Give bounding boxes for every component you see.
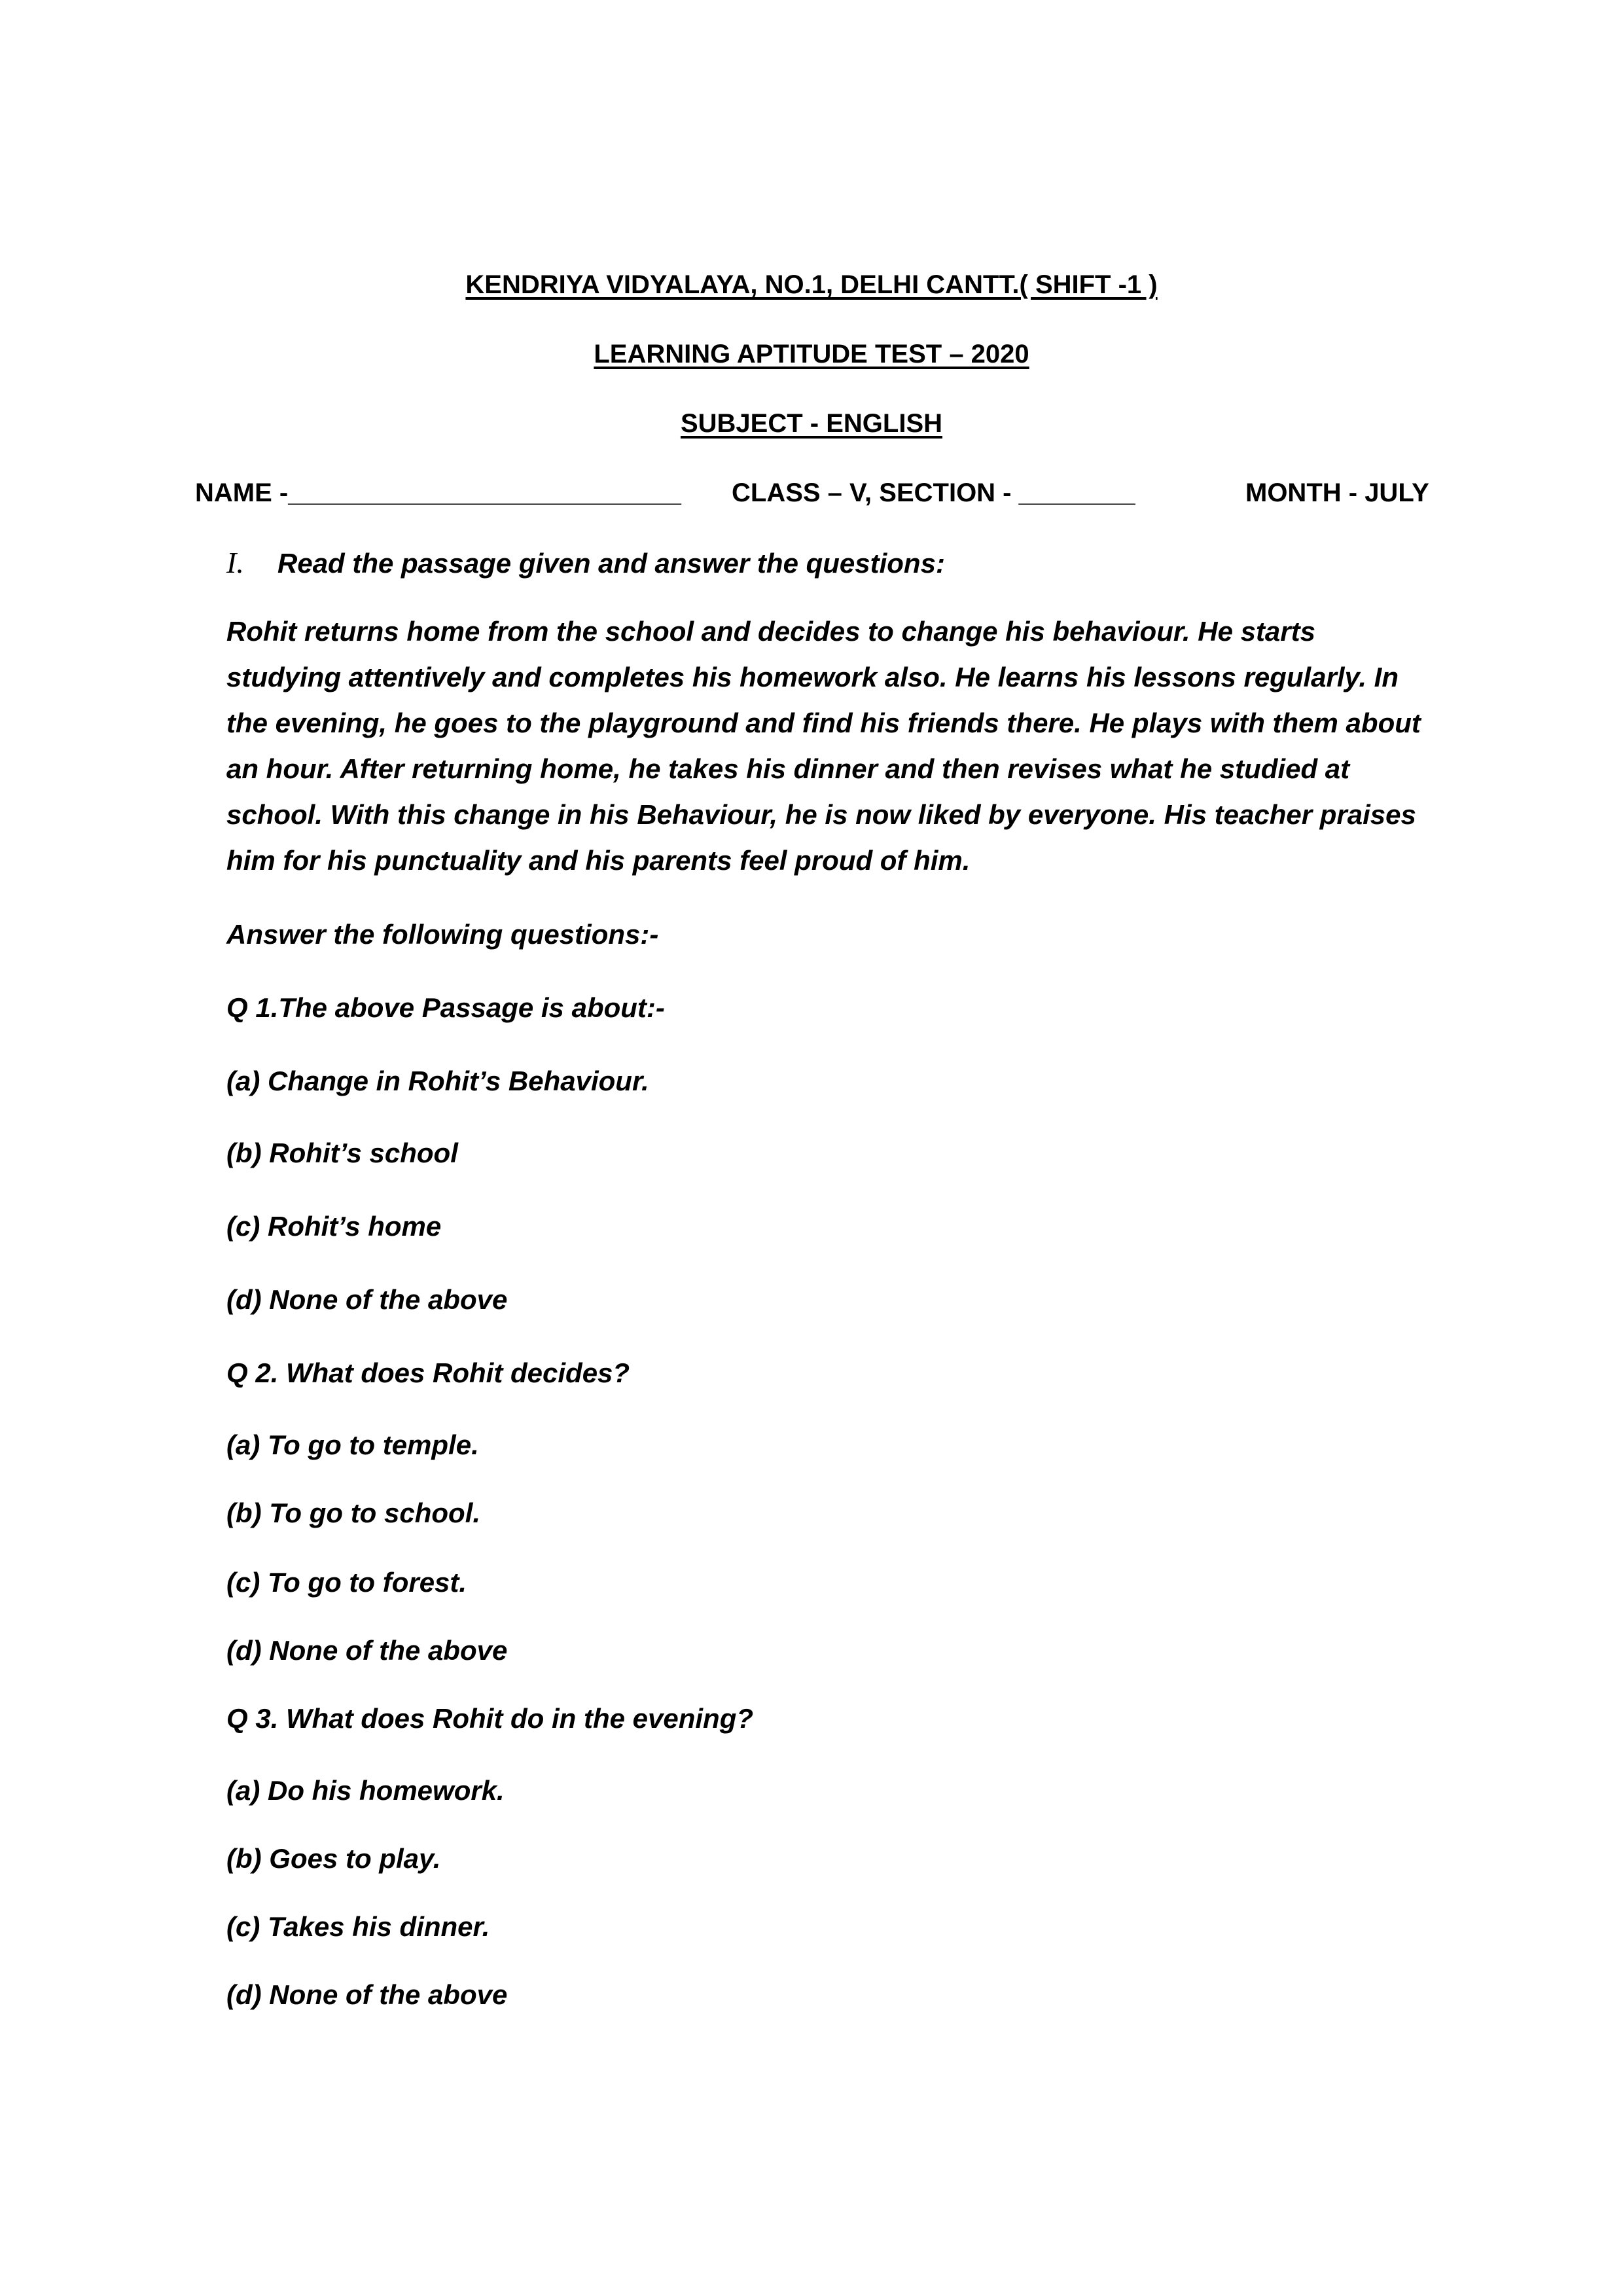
question-2-option-b: (b) To go to school. <box>226 1498 481 1528</box>
question-3-option-b: (b) Goes to play. <box>226 1843 441 1874</box>
question-1-option-a: (a) Change in Rohit’s Behaviour. <box>226 1066 649 1096</box>
question-3-option-a: (a) Do his homework. <box>226 1775 505 1806</box>
question-2: Q 2. What does Rohit decides? <box>226 1357 630 1388</box>
question-3: Q 3. What does Rohit do in the evening? <box>226 1703 754 1734</box>
name-field: NAME -___________________________ <box>195 478 681 507</box>
question-2-option-d: (d) None of the above <box>226 1635 508 1666</box>
test-title-text: LEARNING APTITUDE TEST – 2020 <box>594 340 1029 368</box>
question-1-option-c: (c) Rohit’s home <box>226 1211 442 1242</box>
question-3-option-d: (d) None of the above <box>226 1979 508 2010</box>
section-instruction: Read the passage given and answer the questions: <box>277 548 945 579</box>
school-title-text: KENDRIYA VIDYALAYA, NO.1, DELHI CANTT.( SHIFT -1 ) <box>465 270 1158 299</box>
question-3-option-c: (c) Takes his dinner. <box>226 1911 490 1942</box>
question-2-option-c: (c) To go to forest. <box>226 1567 467 1598</box>
month-field: MONTH - JULY <box>1245 478 1429 507</box>
section-heading <box>226 545 1404 588</box>
question-2-option-a: (a) To go to temple. <box>226 1429 479 1460</box>
question-1-option-b: (b) Rohit’s school <box>226 1138 458 1168</box>
answer-prompt: Answer the following questions:- <box>226 919 659 950</box>
subject-title-text: SUBJECT - ENGLISH <box>680 409 943 438</box>
question-1: Q 1.The above Passage is about:- <box>226 992 665 1023</box>
subject-title <box>0 407 1623 440</box>
class-section-field: CLASS – V, SECTION - ________ <box>732 478 1135 507</box>
test-title <box>0 338 1623 370</box>
student-info-row <box>195 476 1429 513</box>
section-numeral: I. <box>226 546 244 579</box>
question-1-option-d: (d) None of the above <box>226 1284 508 1315</box>
reading-passage: Rohit returns home from the school and decides to change his behaviour. He starts studying attentively and completes his homework also. He learns his lessons regularly. In the evening, he goes to the playground and find his friends there. He plays with them about an hour. After returning home, he takes his dinner and then revises what he studied at school. With this change in his Behaviour, he is now liked by everyone. His teacher praises him for his punctuality and his parents feel proud of him. <box>226 616 1421 876</box>
school-title <box>0 268 1623 301</box>
